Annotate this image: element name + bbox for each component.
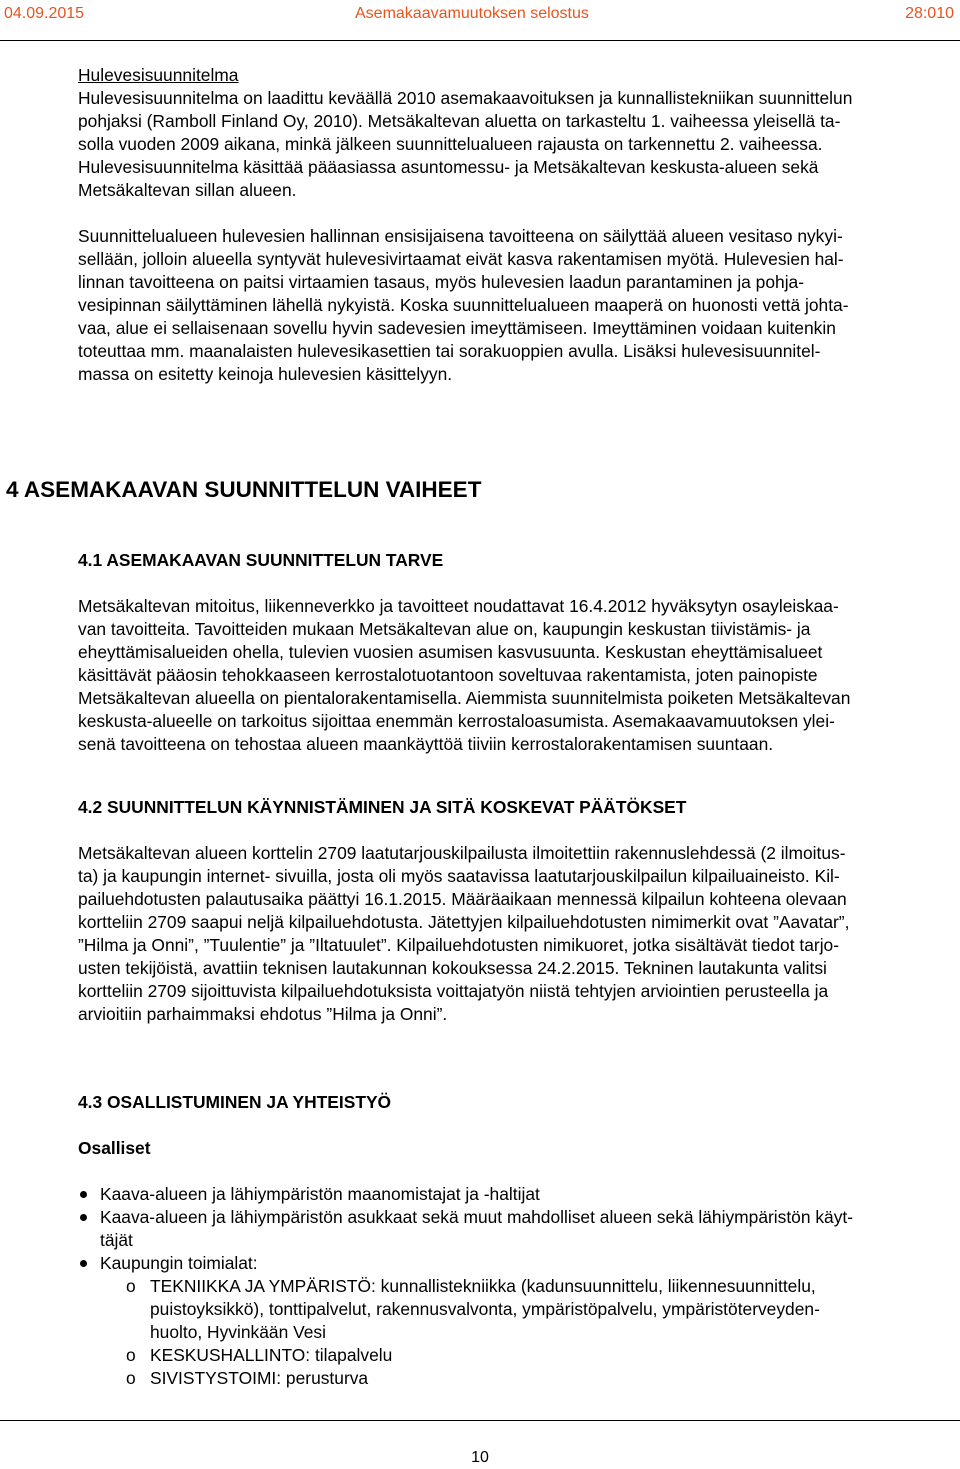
sub-list-marker: o: [126, 1345, 136, 1365]
text-line: Metsäkaltevan alueella on pientalorakentamisella. Aiemmista suunnitelmista poiketen Metsäkaltevan: [78, 688, 851, 708]
sub-list-item: [78, 1344, 940, 1367]
section-4-1: [78, 549, 940, 756]
sub-list-marker: o: [126, 1276, 136, 1296]
text-line: Metsäkaltevan mitoitus, liikenneverkko ja tavoitteet noudattavat 16.4.2012 hyväksytyn osayleiskaa-: [78, 596, 839, 616]
text-line: massa on esitetty keinoja hulevesien käsittelyyn.: [78, 364, 453, 384]
sub-list-item: [78, 1275, 940, 1344]
sub-list-text: KESKUSHALLINTO: tilapalvelu: [150, 1345, 393, 1365]
text-line: Metsäkaltevan sillan alueen.: [78, 180, 297, 200]
sub-list-marker: o: [126, 1368, 136, 1388]
sub-list-text: SIVISTYSTOIMI: perusturva: [150, 1368, 369, 1388]
stormwater-paragraph-2: [78, 225, 940, 386]
chapter-heading: 4 ASEMAKAAVAN SUUNNITTELUN VAIHEET: [6, 477, 482, 502]
text-line: käsittävät pääosin tehokkaaseen kerrostalotuotantoon soveltuvaa rakentamista, joten painopiste: [78, 665, 818, 685]
section-4-2-paragraph: [78, 842, 940, 1026]
text-line: arvioitiin parhaimmaksi ehdotus ”Hilma ja Onni”.: [78, 1004, 448, 1024]
text-line: ”Hilma ja Onni”, ”Tuulentie” ja ”Iltatuulet”. Kilpailuehdotusten nimikuoret, jotka sisältävät tiedot tarjo-: [78, 935, 840, 955]
text-line: vaa, alue ei sellaisenaan sovellu hyvin sadevesien imeyttämiseen. Imeyttäminen voidaan kuitenkin: [78, 318, 836, 338]
section-4-2: [78, 796, 940, 1026]
page-number: 10: [471, 1449, 489, 1466]
text-line: Hulevesisuunnitelma käsittää pääasiassa asuntomessu- ja Metsäkaltevan keskusta-alueen sekä: [78, 157, 819, 177]
sub-list-text: TEKNIIKKA JA YMPÄRISTÖ: kunnallistekniikka (kadunsuunnittelu, liikennesuunnittelu,: [150, 1276, 816, 1296]
section-4-1-paragraph: [78, 595, 940, 756]
header-divider: [0, 40, 960, 41]
text-line: eheyttämisalueiden ohella, tulevien vuosien asumisen kasvusuunta. Keskustan eheyttämisalueet: [78, 642, 823, 662]
list-item-text: Kaupungin toimialat:: [100, 1253, 258, 1273]
text-line: usten tekijöistä, avattiin teknisen lautakunnan kokouksessa 24.2.2015. Tekninen lautakunta valitsi: [78, 958, 827, 978]
section-4-3: [78, 1091, 940, 1390]
page-header: [0, 0, 960, 30]
sub-list-text: puistoyksikkö), tonttipalvelut, rakennusvalvonta, ympäristöpalvelu, ympäristöterveyden-: [150, 1299, 820, 1319]
text-line: toteuttaa mm. maanalaisten hulevesikasettien tai sorakuoppien avulla. Lisäksi hulevesisuunnitel-: [78, 341, 821, 361]
section-4-2-title: 4.2 SUUNNITTELUN KÄYNNISTÄMINEN JA SITÄ KOSKEVAT PÄÄTÖKSET: [78, 797, 687, 817]
header-code: 28:010: [905, 5, 954, 22]
stakeholders-heading: Osalliset: [78, 1138, 151, 1158]
section-4-1-title: 4.1 ASEMAKAAVAN SUUNNITTELUN TARVE: [78, 550, 444, 570]
text-line: van tavoitteita. Tavoitteiden mukaan Metsäkaltevan alue on, kaupungin keskustan tiivistämis- ja: [78, 619, 811, 639]
text-line: keskusta-alueelle on tarkoitus sijoittaa enemmän kerrostaloasumista. Asemakaavamuutoksen ylei-: [78, 711, 835, 731]
stormwater-title: Hulevesisuunnitelma: [78, 65, 239, 85]
sub-list-item: [78, 1367, 940, 1390]
text-line: sellään, jolloin alueella syntyvät hulevesivirtaamat eivät kasva rakentamisen myötä. Hulevesien hal-: [78, 249, 844, 269]
sub-list-text: huolto, Hyvinkään Vesi: [150, 1322, 326, 1342]
list-item-text: Kaava-alueen ja lähiympäristön maanomistajat ja -haltijat: [100, 1184, 540, 1204]
list-item-text: Kaava-alueen ja lähiympäristön asukkaat sekä muut mahdolliset alueen sekä lähiympäristön käyt-: [100, 1207, 854, 1227]
department-list: [78, 1275, 940, 1390]
text-line: Hulevesisuunnitelma on laadittu keväällä 2010 asemakaavoituksen ja kunnallistekniikan suunnittelun: [78, 88, 853, 108]
text-line: vesipinnan säilyttäminen lähellä nykyistä. Koska suunnittelualueen maaperä on huonosti vettä johta-: [78, 295, 849, 315]
text-line: kortteliin 2709 sijoittuvista kilpailuehdotuksista voittajatyön niistä tehtyjen arviointien perusteella ja: [78, 981, 829, 1001]
stormwater-section: [78, 64, 940, 386]
text-line: solla vuoden 2009 aikana, minkä jälkeen suunnittelualueen rajausta on tarkennettu 2. vaiheessa.: [78, 134, 823, 154]
text-line: pailuehdotusten palautusaika päättyi 16.1.2015. Määräaikaan mennessä kilpailun kohteena olevaan: [78, 889, 847, 909]
stormwater-paragraph-1: [78, 87, 940, 202]
text-line: pohjaksi (Ramboll Finland Oy, 2010). Metsäkaltevan aluetta on tarkasteltu 1. vaiheessa yleisellä ta-: [78, 111, 841, 131]
stakeholder-list: [78, 1183, 940, 1390]
list-item: [78, 1183, 940, 1206]
section-4-3-title: 4.3 OSALLISTUMINEN JA YHTEISTYÖ: [78, 1092, 392, 1112]
text-line: Suunnittelualueen hulevesien hallinnan ensisijaisena tavoitteena on säilyttää alueen vesitaso nykyi-: [78, 226, 843, 246]
header-title: Asemakaavamuutoksen selostus: [355, 5, 589, 22]
list-item-text: täjät: [100, 1230, 133, 1250]
text-line: kortteliin 2709 saapui neljä kilpailuehdotusta. Jätettyjen kilpailuehdotusten nimimerkit ovat ”Aavatar”,: [78, 912, 850, 932]
list-item: [78, 1252, 940, 1390]
header-date: 04.09.2015: [4, 5, 85, 22]
text-line: senä tavoitteena on tehostaa alueen maankäyttöä tiiviin kerrostalorakentamisen suuntaan.: [78, 734, 774, 754]
footer-divider: [0, 1420, 960, 1421]
text-line: linnan tavoitteena on paitsi virtaamien tasaus, myös hulevesien laadun parantaminen ja pohja-: [78, 272, 805, 292]
text-line: ta) ja kaupungin internet- sivuilla, josta oli myös saatavissa laatutarjouskilpailun kilpailuaineisto. Kil-: [78, 866, 840, 886]
list-item: [78, 1206, 940, 1252]
text-line: Metsäkaltevan alueen korttelin 2709 laatutarjouskilpailusta ilmoitettiin rakennuslehdessä (2 ilmoitus-: [78, 843, 846, 863]
